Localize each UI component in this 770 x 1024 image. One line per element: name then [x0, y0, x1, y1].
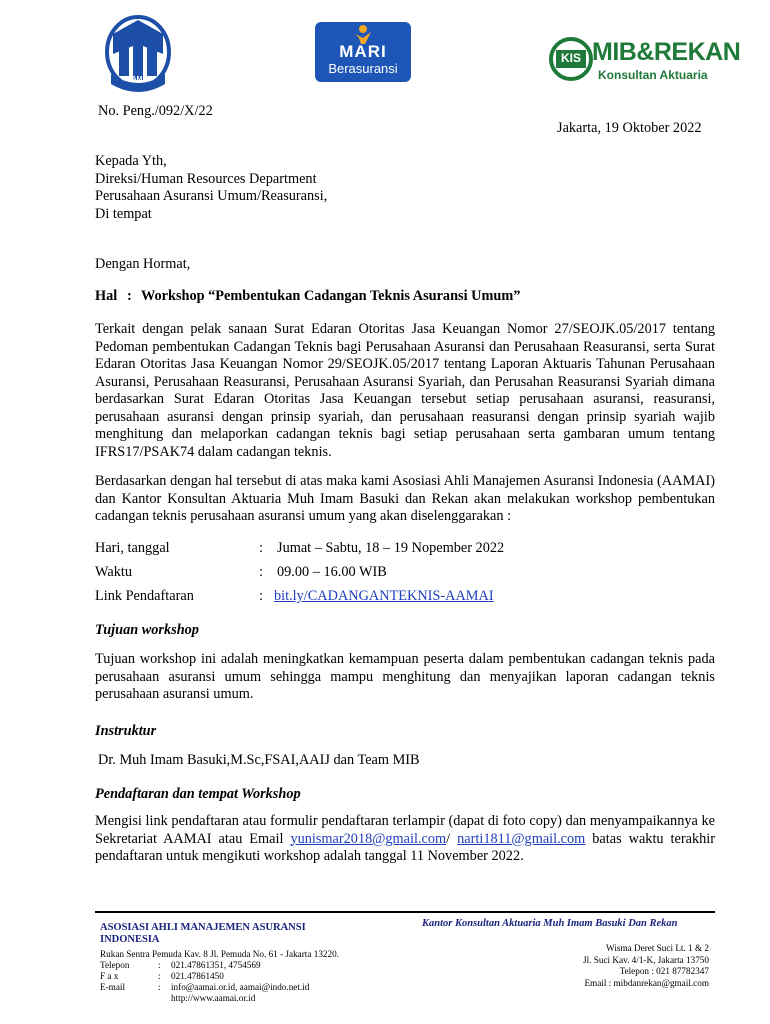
footer-divider: [95, 911, 715, 913]
footer-row-value: info@aamai.or.id, aamai@indo.net.id: [171, 982, 310, 992]
footer-row-separator: :: [158, 971, 161, 981]
footer-left-row: [100, 971, 400, 983]
subject-line: [95, 288, 521, 305]
footer-row-value: 021.47861351, 4754569: [171, 960, 261, 970]
detail-row-registration-link: [95, 588, 494, 605]
mib-badge-text: KIS: [560, 51, 581, 65]
recipient-block: [95, 153, 327, 223]
section-heading-instruktur: Instruktur: [95, 723, 157, 739]
salutation: Dengan Hormat,: [95, 256, 191, 272]
instruktur-text: Dr. Muh Imam Basuki,M.Sc,FSAI,AAIJ dan Team MIB: [98, 752, 420, 768]
footer-row-label: E-mail: [100, 982, 126, 992]
pendaftaran-text-b: batas waktu terakhir pendaftaran untuk mengikuti workshop adalah tanggal 11 November 2022.: [95, 830, 715, 864]
aamai-logo-text: AAMAI: [126, 76, 150, 83]
pendaftaran-text: [95, 813, 715, 866]
footer-right-line: Telepon : 021 87782347: [619, 966, 709, 976]
recipient-line: Perusahaan Asuransi Umum/Reasuransi,: [95, 188, 328, 204]
footer-row-label: F a x: [100, 971, 119, 981]
detail-value: 09.00 – 16.00 WIB: [277, 564, 387, 580]
paragraph-1: Terkait dengan pelak sanaan Surat Edaran Otoritas Jasa Keuangan Nomor 27/SEOJK.05/2017 tentang Pedoman pembentukan Cadangan Teknis bagi Perusahaan Asuransi dan Perusahaan Reasuransi, serta Surat Edaran Otoritas Jasa Keuangan Nomor 29/SEOJK.05/2017 tentang Laporan Aktuaris Tahunan Perusahaan Asuransi, Perusahaan Reasuransi, Perusahaan Asuransi Syariah, dan Perusahan Reasuransi Syariah dimana berdasarkan Surat Edaran Otoritas Jasa Keuangan tersebut setiap perusahaan asuransi, reasuransi, perusahaan asuransi dengan prinsip syariah, dan perusahaan reasuransi dengan prinsip syariah wajib menghitung dan melaporkan cadangan teknis bagi setiap perusahaan serta gambaran umum tentang IFRS17/PSAK74 dalam cadangan teknis.: [95, 321, 715, 460]
aamai-logo: [103, 14, 173, 96]
mari-logo-bottom: Berasuransi: [328, 61, 398, 76]
subject-label: Hal: [95, 288, 118, 304]
footer-left-website: http://www.aamai.or.id: [171, 993, 256, 1003]
footer-left-title: ASOSIASI AHLI MANAJEMEN ASURANSI INDONESIA: [100, 922, 306, 945]
reference-number: No. Peng./092/X/22: [98, 103, 213, 119]
registration-link[interactable]: bit.ly/CADANGANTEKNIS-AAMAI: [274, 588, 494, 604]
tujuan-text: Tujuan workshop ini adalah meningkatkan kemampuan peserta dalam pembentukan cadangan teknis pada perusahaan asuransi umum sehingga mampu menghitung dan menyajikan laporan cadangan teknis perusahaan asuransi umum.: [95, 651, 715, 702]
footer-row-separator: :: [158, 982, 161, 992]
mib-logo-name: MIB&REKAN: [592, 38, 741, 66]
recipient-line: Di tempat: [95, 205, 152, 222]
detail-separator: :: [259, 588, 263, 604]
footer-right-block: [480, 943, 709, 989]
footer-left-address: Rukan Sentra Pemuda Kav. 8 Jl. Pemuda No. 61 - Jakarta 13220.: [100, 949, 339, 959]
footer-row-value: 021.47861450: [171, 971, 224, 981]
email-link-yunismar[interactable]: yunismar2018@gmail.com: [290, 830, 447, 847]
recipient-line: Direksi/Human Resources Department: [95, 170, 317, 187]
pendaftaran-text-a: Mengisi link pendaftaran atau formulir pendaftaran terlampir (dapat di foto copy) dan menyampaikannya ke Sekretariat AAMAI atau Email: [95, 813, 715, 847]
footer-right-title: Kantor Konsultan Aktuaria Muh Imam Basuki Dan Rekan: [422, 918, 678, 929]
recipient-line: Kepada Yth,: [95, 153, 167, 169]
footer-left-row: [100, 960, 400, 972]
detail-value: Jumat – Sabtu, 18 – 19 Nopember 2022: [277, 540, 505, 556]
section-heading-tujuan: Tujuan workshop: [95, 622, 199, 638]
subject-text: Workshop “Pembentukan Cadangan Teknis Asuransi Umum”: [141, 288, 521, 304]
detail-row-time: [95, 564, 387, 581]
footer-right-line: Wisma Deret Suci Lt. 1 & 2: [606, 943, 709, 953]
mib-rekan-logo: [548, 36, 741, 86]
mib-logo-sub: Konsultan Aktuaria: [598, 68, 708, 82]
footer-row-label: Telepon: [100, 960, 130, 970]
detail-separator: :: [259, 540, 263, 556]
section-heading-pendaftaran: Pendaftaran dan tempat Workshop: [95, 786, 301, 802]
footer-row-separator: :: [158, 960, 161, 970]
paragraph-2: Berdasarkan dengan hal tersebut di atas maka kami Asosiasi Ahli Manajemen Asuransi Indonesia (AAMAI) dan Kantor Konsultan Aktuaria Muh Imam Basuki dan Rekan akan melakukan workshop pembentukan cadangan teknis perusahaan asuransi umum yang akan diselenggarakan :: [95, 473, 715, 524]
detail-label: Waktu: [95, 564, 132, 580]
detail-label: Link Pendaftaran: [95, 588, 194, 604]
mari-berasuransi-logo: [315, 22, 411, 82]
footer-left-row: [100, 982, 400, 994]
subject-separator: :: [127, 288, 132, 304]
email-slash: /: [446, 830, 451, 847]
footer-right-line: Jl. Suci Kav. 4/1-K, Jakarta 13750: [583, 954, 709, 965]
email-link-narti[interactable]: narti1811@gmail.com: [457, 830, 586, 847]
detail-row-date: [95, 540, 505, 557]
detail-separator: :: [259, 564, 263, 580]
detail-label: Hari, tanggal: [95, 540, 170, 556]
mari-logo-top: MARI: [339, 42, 387, 61]
letter-date: Jakarta, 19 Oktober 2022: [557, 120, 702, 136]
footer-right-line: Email : mibdanrekan@gmail.com: [584, 977, 709, 988]
